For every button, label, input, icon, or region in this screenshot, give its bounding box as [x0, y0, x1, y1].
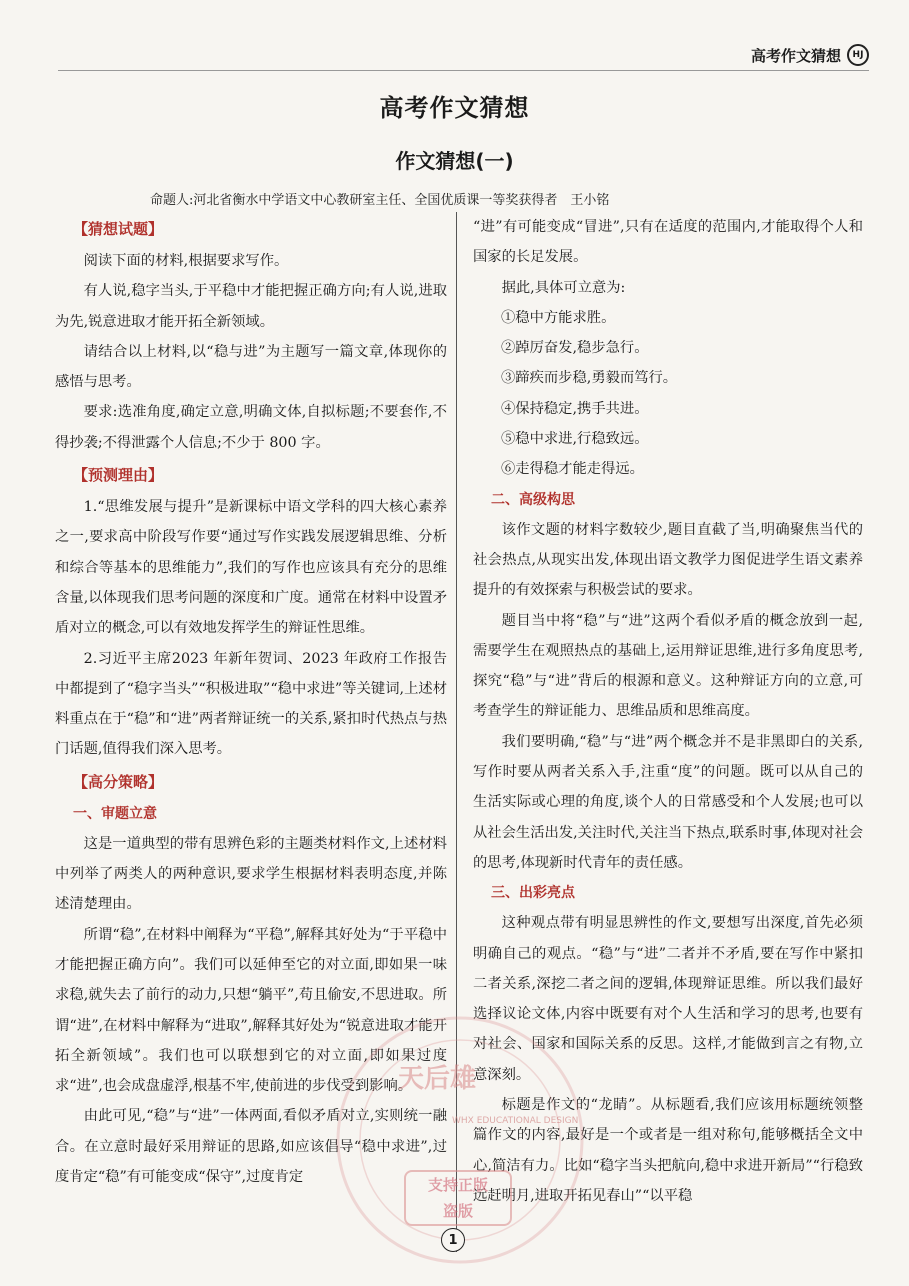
- subheading-topic: 一、审题立意: [73, 805, 157, 822]
- header-rule: [58, 70, 869, 71]
- paragraph: “进”有可能变成“冒进”,只有在适度的范围内,才能取得个人和国家的长足发展。: [473, 219, 863, 266]
- paragraph: 由此可见,“稳”与“进”一体两面,看似矛盾对立,实则统一融合。在立意时最好采用辩证的思路,如应该倡导“稳中求进”,过度肯定“稳”有可能变成“保守”,过度肯定: [55, 1108, 447, 1186]
- brand-logo-icon: HJ: [847, 44, 869, 66]
- paragraph: 要求:选准角度,确定立意,明确文体,自拟标题;不要套作,不得抄袭;不得泄露个人信息;不少于 800 字。: [55, 404, 447, 451]
- paragraph: 我们要明确,“稳”与“进”两个概念并不是非黑即白的关系,写作时要从两者关系入手,注重“度”的问题。既可以从自己的生活实际或心理的角度,谈个人的日常感受和个人发展;也可以从社会生活出发,关注时代,关注当下热点,联系时事,体现对社会的思考,体现新时代青年的责任感。: [473, 733, 863, 871]
- paragraph: 阅读下面的材料,根据要求写作。: [83, 253, 289, 269]
- paragraph: 2.习近平主席2023 年新年贺词、2023 年政府工作报告中都提到了“稳字当头”“积极进取”“稳中求进”等关键词,上述材料重点在于“稳”和“进”两者辩证统一的关系,紧扣时代热点与热门话题,值得我们深入思考。: [55, 650, 447, 758]
- subheading-highlights: 三、出彩亮点: [491, 885, 575, 902]
- section-heading-reason: 【预测理由】: [73, 466, 164, 485]
- column-divider: [456, 212, 457, 1252]
- watermark-brand: 天后雄: [398, 1064, 477, 1094]
- list-item: ⑥走得稳才能走得远。: [501, 461, 644, 478]
- paragraph: 有人说,稳字当头,于平稳中才能把握正确方向;有人说,进取为先,锐意进取才能开拓全新领域。: [55, 283, 447, 330]
- page-number: 1: [441, 1228, 465, 1252]
- anti-piracy-stamp: [404, 1170, 512, 1226]
- watermark-english: WHX EDUCATIONAL DESIGN: [452, 1116, 579, 1126]
- stamp-line-2: 盗版: [442, 1202, 473, 1220]
- list-item: ①稳中方能求胜。: [501, 309, 616, 326]
- essay-subtitle: 作文猜想(一): [395, 149, 514, 173]
- paragraph: 据此,具体可立意为:: [501, 279, 626, 296]
- paragraph: 标题是作文的“龙睛”。从标题看,我们应该用标题统领整篇作文的内容,最好是一个或者是一组对称句,能够概括全文中心,简洁有力。比如“稳字当头把航向,稳中求进开新局”“行稳致远赶明月,进取开拓见春山”“以平稳: [473, 1097, 863, 1204]
- list-item: ②踔厉奋发,稳步急行。: [501, 340, 649, 357]
- paragraph: 请结合以上材料,以“稳与进”为主题写一篇文章,体现你的感悟与思考。: [55, 343, 447, 391]
- running-title: 高考作文猜想: [750, 46, 841, 65]
- paragraph: 所谓“稳”,在材料中阐释为“平稳”,解释其好处为“于平稳中才能把握正确方向”。我们可以延伸至它的对立面,即如果一味求稳,就失去了前行的动力,只想“躺平”,苟且偷安,不思进取。所谓“进”,在材料中解释为“进取”,解释其好处为“锐意进取才能开拓全新领域”。我们也可以联想到它的对立面,即如果过度求“进”,也会成盘虚浮,根基不牢,使前进的步伐受到影响。: [55, 926, 447, 1095]
- paragraph: 这种观点带有明显思辨性的作文,要想写出深度,首先必须明确自己的观点。“稳”与“进”二者并不矛盾,要在写作中紧扣二者关系,深挖二者之间的逻辑,体现辩证思维。所以我们最好选择议论文体,内容中既要有对个人生活和学习的思考,也要有对社会、国家和国际关系的反思。这样,才能做到言之有物,立意深刻。: [473, 915, 863, 1083]
- right-column: [473, 212, 863, 1211]
- paragraph: 这是一道典型的带有思辨色彩的主题类材料作文,上述材料中列举了两类人的两种意识,要求学生根据材料表明态度,并陈述清楚理由。: [55, 835, 447, 913]
- page-title: 高考作文猜想: [379, 94, 530, 122]
- list-item: ③蹄疾而步稳,勇毅而笃行。: [501, 370, 678, 387]
- section-heading-strategy: 【高分策略】: [73, 772, 164, 791]
- paragraph: 题目当中将“稳”与“进”这两个看似矛盾的概念放到一起,需要学生在观照热点的基础上,运用辩证思维,进行多角度思考,探究“稳”与“进”背后的根源和意义。这种辩证方向的立意,可考查学生的辩证能力、思维品质和思维高度。: [473, 612, 863, 720]
- left-column: [55, 212, 447, 1192]
- section-heading-question: 【猜想试题】: [73, 220, 164, 238]
- stamp-line-1: 支持正版: [427, 1176, 488, 1194]
- subheading-structure: 二、高级构思: [491, 491, 575, 508]
- list-item: ⑤稳中求进,行稳致远。: [501, 431, 649, 448]
- paragraph: 1.“思维发展与提升”是新课标中语文学科的四大核心素养之一,要求高中阶段写作要“通过写作实践发展逻辑思维、分析和综合等基本的思维能力”,我们的写作也应该具有充分的思维含量,以体现我们思考问题的深度和广度。通常在材料中设置矛盾对立的概念,可以有效地发挥学生的辩证性思维。: [55, 499, 447, 637]
- running-header: [751, 44, 869, 66]
- list-item: ④保持稳定,携手共进。: [501, 400, 649, 417]
- paragraph: 该作文题的材料字数较少,题目直截了当,明确聚焦当代的社会热点,从现实出发,体现出语文教学力图促进学生语文素养提升的有效探索与积极尝试的要求。: [473, 521, 863, 599]
- author-line: 命题人:河北省衡水中学语文中心教研室主任、全国优质课一等奖获得者 王小铭: [150, 193, 610, 208]
